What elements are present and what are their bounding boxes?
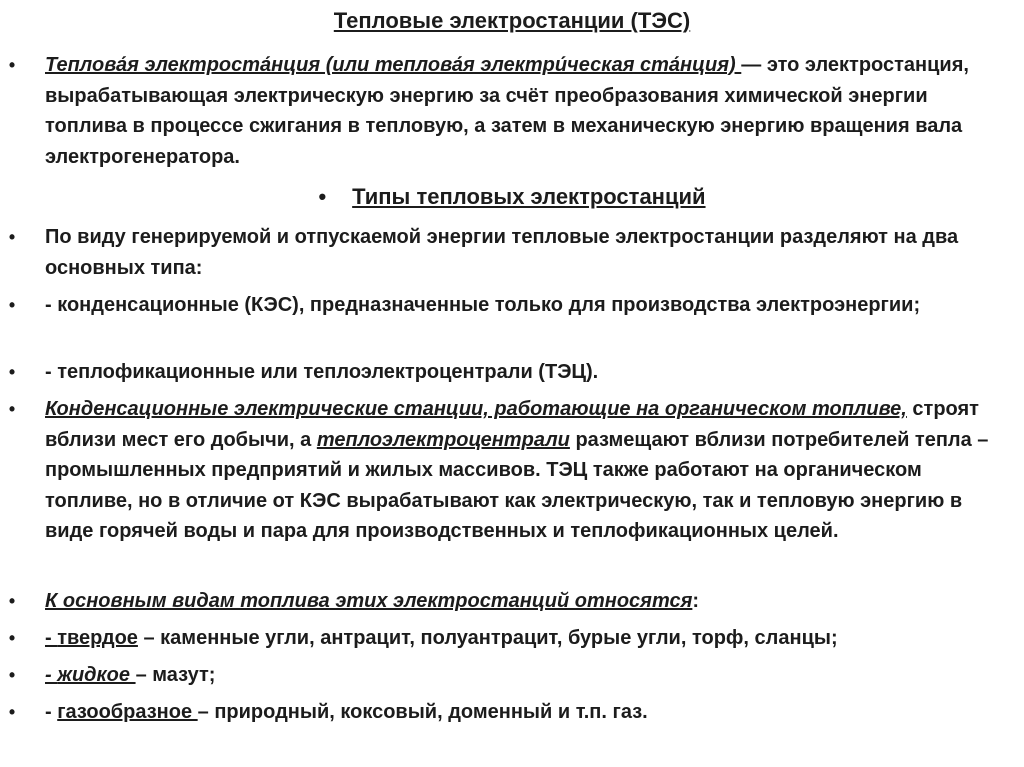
fuel-solid-prefix: -	[45, 627, 58, 649]
fuel-liquid-rest: – мазут;	[135, 664, 216, 686]
fuel-gas	[45, 697, 1005, 728]
fuel-solid	[45, 623, 1005, 654]
location-term-tec: теплоэлектроцентрали	[316, 428, 570, 451]
definition-term: Теплова́я электроста́нция (или теплова́я электри́ческая ста́нция)	[45, 54, 742, 76]
fuel-liquid	[45, 660, 1005, 691]
bullet-icon: •	[8, 399, 16, 419]
subheading	[0, 182, 1024, 212]
fuel-gas-prefix: -	[45, 701, 58, 723]
tec-text: - теплофикационные или теплоэлектроцентрали (ТЭЦ).	[45, 361, 599, 383]
fuels-heading-suffix: :	[692, 590, 700, 612]
fuels-heading-text: К основным видам топлива этих электростанций относятся	[45, 590, 693, 612]
bullet-icon: •	[8, 295, 16, 315]
location-text-1: строят вблизи мест его добычи, а	[45, 398, 979, 451]
subheading-text: Типы тепловых электростанций	[352, 184, 706, 209]
fuel-gas-term: газообразное	[57, 701, 198, 723]
bullet-icon: •	[8, 362, 16, 382]
types-intro-text: По виду генерируемой и отпускаемой энергии тепловые электростанции разделяют на два основных типа:	[45, 226, 959, 279]
bullet-icon: •	[8, 702, 16, 722]
kes-text: - конденсационные (КЭС), предназначенные только для производства электроэнергии;	[45, 294, 921, 316]
fuel-liquid-prefix: -	[45, 664, 58, 686]
fuel-liquid-term: жидкое	[57, 664, 136, 686]
bullet-icon: •	[8, 55, 16, 75]
bullet-icon: •	[8, 665, 16, 685]
fuel-solid-term: твердое	[57, 627, 138, 649]
fuel-gas-rest: – природный, коксовый, доменный и т.п. газ.	[197, 701, 648, 723]
bullet-icon: •	[8, 628, 16, 648]
definition-text	[45, 50, 1005, 172]
slide-title-text: Тепловые электростанции (ТЭС)	[333, 8, 691, 33]
fuel-solid-rest: – каменные угли, антрацит, полуантрацит, бурые угли, торф, сланцы;	[137, 627, 838, 649]
subheading-bullet-icon: •	[318, 184, 327, 209]
bullet-icon: •	[8, 591, 16, 611]
location-text	[45, 394, 1005, 547]
slide-title	[0, 6, 1024, 36]
location-term-kes: Конденсационные электрические станции, работающие на органическом топливе,	[45, 398, 907, 420]
fuels-heading	[45, 586, 1005, 617]
location-text-2: размещают вблизи потребителей тепла – промышленных предприятий и жилых массивов. ТЭЦ также работают на органическом топливе, но в отличие от КЭС вырабатывают как электрическую, так и тепловую энергию в виде горячей воды и пара для производственных и теплофикационных целей.	[45, 428, 989, 542]
definition-rest: — это электростанция, вырабатывающая электрическую энергию за счёт преобразования химической энергии топлива в процессе сжигания в тепловую, а затем в механическую энергию вращения вала электрогенератора.	[45, 54, 969, 168]
bullet-icon: •	[8, 227, 16, 247]
